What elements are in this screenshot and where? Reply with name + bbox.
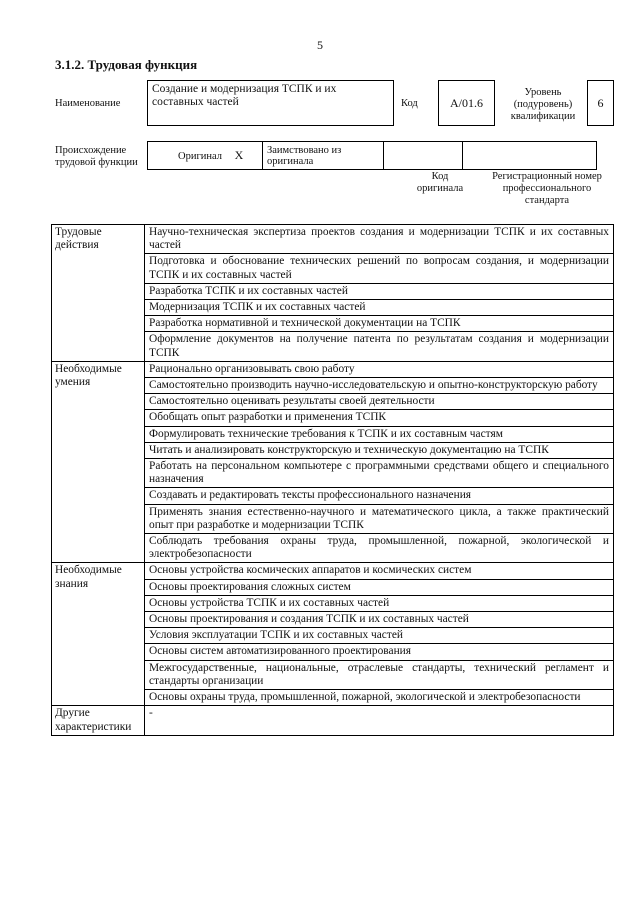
origin-table — [147, 141, 597, 170]
section-item: Работать на персональном компьютере с программными средствами общего и специального назначения — [145, 459, 614, 488]
original-label: Оригинал — [178, 150, 222, 162]
section-item: Соблюдать требования охраны труда, промышленной, пожарной, экологической и электробезопасности — [145, 534, 614, 563]
original-mark: X — [234, 147, 244, 162]
section-item: Читать и анализировать конструкторскую и техническую документацию на ТСПК — [145, 442, 614, 458]
original-cell — [148, 142, 263, 170]
section-item: Основы проектирования сложных систем — [145, 579, 614, 595]
section-heading: Трудовые действия — [52, 225, 145, 362]
section-item: Самостоятельно производить научно-исследовательскую и опытно-конструкторскую работу — [145, 378, 614, 394]
section-item: Основы устройства ТСПК и их составных частей — [145, 595, 614, 611]
table-row — [52, 563, 614, 579]
section-item: Применять знания естественно-научного и математического цикла, а также практический опыт при разработке и модернизации ТСПК — [145, 504, 614, 533]
section-item: Формулировать технические требования к ТСПК и их составным частям — [145, 426, 614, 442]
code-original-label: Код оригинала — [416, 171, 464, 194]
level-value-box: 6 — [587, 80, 614, 126]
section-item: Самостоятельно оценивать результаты своей деятельности — [145, 394, 614, 410]
section-title: 3.1.2. Трудовая функция — [55, 57, 198, 72]
section-item: Основы систем автоматизированного проектирования — [145, 644, 614, 660]
section-item: Условия эксплуатации ТСПК и их составных частей — [145, 628, 614, 644]
section-heading: Необходимые знания — [52, 563, 145, 706]
function-table — [51, 224, 614, 736]
section-item: Основы охраны труда, промышленной, пожарной, экологической и электробезопасности — [145, 690, 614, 706]
section-item: Разработка ТСПК и их составных частей — [145, 283, 614, 299]
section-item: Основы устройства космических аппаратов и космических систем — [145, 563, 614, 579]
table-row — [52, 706, 614, 735]
origin-label: Происхождение трудовой функции — [55, 145, 138, 168]
function-name-box: Создание и модернизация ТСПК и их составных частей — [147, 80, 394, 126]
function-code-box: А/01.6 — [438, 80, 495, 126]
section-item: Подготовка и обоснование технических решений по вопросам создания, и модернизации ТСПК и их составных частей — [145, 254, 614, 283]
page-number: 5 — [317, 38, 323, 52]
section-item: Оформление документов на получение патента по результатам создания и модернизации ТСПК — [145, 332, 614, 361]
section-heading: Другие характеристики — [52, 706, 145, 735]
section-item: Создавать и редактировать тексты профессионального назначения — [145, 488, 614, 504]
section-item: Межгосударственные, национальные, отраслевые стандарты, технический регламент и стандарты организации — [145, 660, 614, 689]
section-item: Обобщать опыт разработки и применения ТСПК — [145, 410, 614, 426]
section-item: Рационально организовывать свою работу — [145, 361, 614, 377]
section-item: Научно-техническая экспертиза проектов создания и модернизации ТСПК и их составных частей — [145, 225, 614, 254]
section-item: Основы проектирования и создания ТСПК и их составных частей — [145, 612, 614, 628]
table-row — [52, 361, 614, 377]
reg-number-cell — [463, 142, 597, 170]
section-item: - — [145, 706, 614, 735]
code-label: Код — [401, 98, 418, 109]
name-label: Наименование — [55, 98, 121, 109]
section-item: Модернизация ТСПК и их составных частей — [145, 300, 614, 316]
code-original-cell — [384, 142, 463, 170]
level-label: Уровень (подуровень) квалификации — [510, 87, 576, 122]
borrowed-cell: Заимствовано из оригинала — [263, 142, 384, 170]
table-row — [52, 225, 614, 254]
section-item: Разработка нормативной и технической документации на ТСПК — [145, 316, 614, 332]
reg-number-label: Регистрационный номер профессионального стандарта — [492, 171, 602, 206]
section-heading: Необходимые умения — [52, 361, 145, 563]
